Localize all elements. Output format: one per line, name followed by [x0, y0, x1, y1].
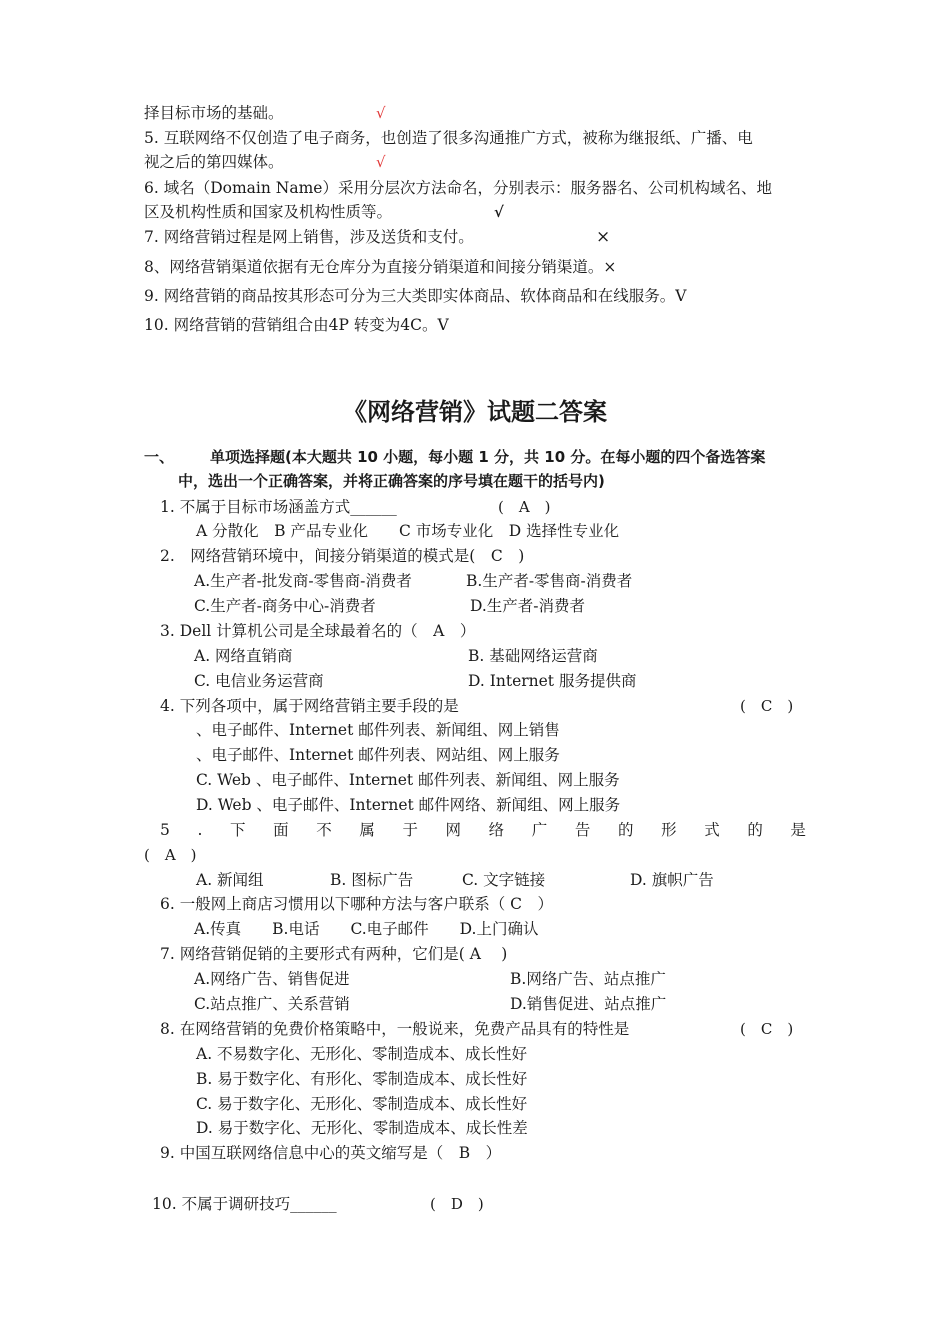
section-heading: 单项选择题(本大题共 10 小题，每小题 1 分，共 10 分。在每小题的四个备选答案: [210, 448, 766, 466]
tf-item-7: 7. 网络营销过程是网上销售，涉及送货和支付。: [144, 228, 474, 246]
option-4c: C. Web 、电子邮件、Internet 邮件列表、新闻组、网上服务: [196, 771, 620, 789]
option-8a: A. 不易数字化、无形化、零制造成本、成长性好: [196, 1045, 528, 1063]
answer-1: ( A ): [498, 498, 551, 516]
check-mark: √: [494, 203, 504, 221]
option-8d: D. 易于数字化、无形化、零制造成本、成长性差: [196, 1119, 528, 1137]
answer-8: ( C ): [740, 1020, 794, 1038]
tf-item-8: 8、网络营销渠道依据有无仓库分为直接分销渠道和间接分销渠道。×: [144, 258, 617, 276]
question-9: 9. 中国互联网络信息中心的英文缩写是（ B ）: [160, 1144, 502, 1162]
answer-4: ( C ): [740, 697, 794, 715]
tf-line-4-end: 择目标市场的基础。: [144, 104, 284, 122]
option-5c: C. 文字链接: [462, 871, 546, 889]
question-10: 10. 不属于调研技巧______: [152, 1195, 337, 1213]
option-7c: C.站点推广、关系营销: [194, 995, 350, 1013]
tf-item-5: 5. 互联网络不仅创造了电子商务，也创造了很多沟通推广方式，被称为继报纸、广播、电: [144, 129, 753, 147]
section-number: 一、: [144, 448, 175, 466]
question-2: 2. 网络营销环境中，间接分销渠道的模式是( C ): [160, 547, 525, 565]
question-7: 7. 网络营销促销的主要形式有两种，它们是( A ): [160, 945, 508, 963]
tf-item-10: 10. 网络营销的营销组合由4P 转变为4C。V: [144, 316, 449, 334]
tf-item-6: 6. 域名（Domain Name）采用分层次方法命名，分别表示：服务器名、公司机构域名、地: [144, 179, 772, 197]
question-1: 1. 不属于目标市场涵盖方式______: [160, 498, 397, 516]
options-1: A 分散化 B 产品专业化 C 市场专业化 D 选择性专业化: [196, 522, 620, 540]
option-4b: 、电子邮件、Internet 邮件列表、网站组、网上服务: [196, 746, 560, 764]
option-4d: D. Web 、电子邮件、Internet 邮件网络、新闻组、网上服务: [196, 796, 621, 814]
option-3c: C. 电信业务运营商: [194, 672, 324, 690]
tf-item-5-cont: 视之后的第四媒体。: [144, 153, 284, 171]
check-mark: √: [376, 153, 386, 171]
question-5: 5 . 下 面 不 属 于 网 络 广 告 的 形 式 的 是: [160, 821, 806, 839]
option-5d: D. 旗帜广告: [630, 871, 714, 889]
option-3b: B. 基础网络运营商: [468, 647, 598, 665]
option-7a: A.网络广告、销售促进: [194, 970, 350, 988]
option-2d: D.生产者-消费者: [470, 597, 586, 615]
answer-10: ( D ): [430, 1195, 484, 1213]
option-4a: 、电子邮件、Internet 邮件列表、新闻组、网上销售: [196, 721, 560, 739]
option-7d: D.销售促进、站点推广: [510, 995, 667, 1013]
question-4: 4. 下列各项中，属于网络营销主要手段的是: [160, 697, 459, 715]
option-3d: D. Internet 服务提供商: [468, 672, 637, 690]
option-3a: A. 网络直销商: [194, 647, 293, 665]
option-7b: B.网络广告、站点推广: [510, 970, 666, 988]
option-8c: C. 易于数字化、无形化、零制造成本、成长性好: [196, 1095, 528, 1113]
cross-mark: ×: [596, 227, 611, 247]
options-6: A.传真 B.电话 C.电子邮件 D.上门确认: [194, 920, 539, 938]
section-heading-cont: 中，选出一个正确答案，并将正确答案的序号填在题干的括号内): [178, 472, 605, 490]
question-3: 3. Dell 计算机公司是全球最着名的（ A ）: [160, 622, 476, 640]
answer-5: ( A ): [144, 846, 197, 864]
check-mark: √: [376, 104, 386, 122]
option-2b: B.生产者-零售商-消费者: [466, 572, 633, 590]
page-title: 《网络营销》试题二答案: [343, 398, 607, 426]
option-8b: B. 易于数字化、有形化、零制造成本、成长性好: [196, 1070, 528, 1088]
question-8: 8. 在网络营销的免费价格策略中，一般说来，免费产品具有的特性是: [160, 1020, 630, 1038]
option-2c: C.生产者-商务中心-消费者: [194, 597, 376, 615]
tf-item-6-cont: 区及机构性质和国家及机构性质等。: [144, 203, 393, 221]
option-5b: B. 图标广告: [330, 871, 414, 889]
tf-item-9: 9. 网络营销的商品按其形态可分为三大类即实体商品、软体商品和在线服务。V: [144, 287, 687, 305]
option-5a: A. 新闻组: [196, 871, 264, 889]
option-2a: A.生产者-批发商-零售商-消费者: [194, 572, 412, 590]
question-6: 6. 一般网上商店习惯用以下哪种方法与客户联系（ C ）: [160, 895, 554, 913]
